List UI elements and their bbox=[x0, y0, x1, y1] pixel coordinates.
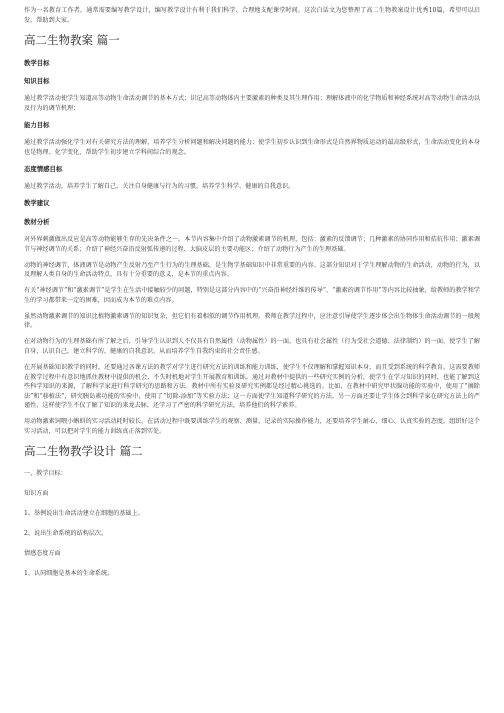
teaching-goal-heading: 教学目标 bbox=[24, 58, 50, 67]
analysis-paragraph: 动物的神经调节、体液调节是动物产生反射乃至产生行为的生理基础，是生物学基础知识中非常重要的内容。这部分知识对于学生理解动物的生命活动，动物的行为，以及理解人类自身的生命活动特点，具有十分重要的意义，是本节的重点内容。 bbox=[24, 261, 480, 279]
ability-goal-heading: 能力目标 bbox=[24, 120, 50, 129]
analysis-paragraph: 在开展基础知识教学的同时，还要通过各课方法的教学对学生进行研究方法的训练和能力训练，使学生不仅理解和掌握知识本身，而且受到系统的科学教育。这需要教师在教学过程中有意识地抓住教材中提供的机会，不失时机地对学生开展教育和训练。通过对教材中提供的一些研究实例的分析，使学生在学习知识的同时，也能了解到这些科学知识的来源，了解科学家进行科学研究的思路和方法。教材中所有实验及研究实例都是经过精心挑选的。比如，在教材中研究甲状腺功能的实验中，使用了“摘除法”和“移植法”，研究胰岛素功能的实验中，使用了“切除-添加”等实验方法；这一方面使学生知道科学研究的方法，另一方面还要让学生体会到科学家在研究方法上的严谨性，这样使学生不仅了解了知识的来龙去脉，还学习了严密的科学研究方法，培养他们的科学素养。 bbox=[24, 363, 480, 410]
list-item: 1、举例说出生命活动建立在细胞的基础上。 bbox=[24, 509, 144, 517]
knowledge-aspect-line: 知识方面 bbox=[24, 489, 49, 497]
analysis-paragraph: 有关“神经调节”和“激素调节”是学生在生活中接触较少的问题，特别是这部分内容中的“兴奋沿神经纤维的传导”、“激素的调节作用”等内容比较抽象，给教师的教学和学生的学习都带来一定的困难，因而成为本节的难点内容。 bbox=[24, 287, 480, 304]
attitude-aspect-line: 情感态度方面 bbox=[24, 549, 61, 557]
ability-goal-text: 通过教学活动强化学生对有关研究方法的理解，培养学生分析问题和解决问题的能力；使学生初步认识到生命形式是自然界物质运动的最高级形式，生命活动变化的本身也是物理、化学变化，帮助学生初步建立学科间综合的观念。 bbox=[24, 139, 480, 156]
list-item: 1、认同细胞是基本的生命系统。 bbox=[24, 569, 114, 577]
analysis-paragraph: 对外界刺激做出反应是高等动物能够生存的先决条件之一。本节内容集中介绍了动物激素调节的机理，包括：激素的反馈调节；几种激素的协同作用和拮抗作用；激素调节与神经调节的关系；介绍了神经兴奋沿反射弧传递的过程、大脑皮层的主要功能区；介绍了动物行为产生的生理基础。 bbox=[24, 236, 480, 253]
attitude-goal-text: 通过教学活动，培养学生了解自己、关注自身健康与行为的习惯，培养学生科学、健康的自我意识。 bbox=[24, 183, 295, 191]
section1-title: 高二生物教案 篇一 bbox=[24, 32, 120, 47]
analysis-paragraph: 在对动物行为的生理基础有所了解之后，引导学生认识到人不仅具有自然属性（动物属性）的一面，也具有社会属性（行为受社会道德、法律制约）的一面，使学生了解自身，认识自己，建立科学的、健康的自我意识。从而培养学生自我约束的社会责任感。 bbox=[24, 338, 480, 355]
intro-paragraph: 作为一名教育工作者，通常需要编写教学设计，编写教学设计有利于我们科学、合理地支配课堂时间。这次白话文为您整理了高二生物教案设计优秀10篇，希望可以启发、帮助到大家。 bbox=[24, 7, 480, 24]
analysis-paragraph: 用动物激素饲喂小蝌蚪的实习活动耗时较长。在活动过程中既要训练学生的观察、测量、记录的实际操作能力，还要培养学生耐心、细心、认真实验的态度。组织好这个实习活动，可以把对学生的能力训练真正落到实处。 bbox=[24, 418, 480, 435]
analysis-paragraph: 虽然动物激素调节的知识比植物激素调节的知识复杂，但它们有着相似的调节作用机理。教师在教学过程中，应注意引导使学生逐步体会出生物体生命活动调节的一般规律。 bbox=[24, 312, 480, 330]
list-item: 2、说出生命系统的结构层次。 bbox=[24, 529, 108, 537]
attitude-goal-heading: 态度情感目标 bbox=[24, 164, 63, 173]
section2-title: 高二生物教学设计 篇二 bbox=[24, 443, 143, 458]
textbook-analysis-heading: 教材分析 bbox=[24, 217, 50, 226]
teaching-goal-line: 一、教学目标： bbox=[24, 469, 67, 477]
teaching-suggestion-heading: 教学建议 bbox=[24, 199, 50, 208]
knowledge-goal-text: 通过教学活动使学生知道高等动物生命活动调节的基本方式；识记高等动物体内主要激素的种类及其生理作用；理解体液中的化学物质和神经系统对高等动物生命活动以及行为的调节机理； bbox=[24, 95, 480, 112]
knowledge-goal-heading: 知识目标 bbox=[24, 76, 50, 85]
